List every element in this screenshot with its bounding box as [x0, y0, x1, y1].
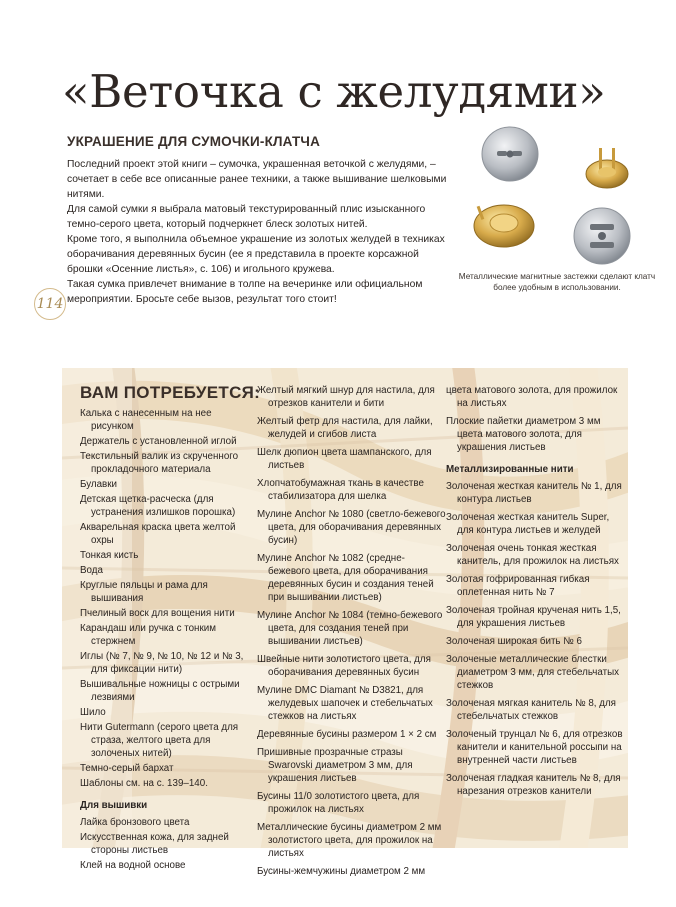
- list-item: Золоченая мягкая канитель № 8, для стебельчатых стежков: [446, 698, 616, 722]
- list-item: Мулине Anchor № 1084 (темно-бежевого цвета, для создания теней при вышивании листьев): [257, 610, 443, 647]
- list-item: Бусины-жемчужины диаметром 2 мм: [257, 866, 426, 877]
- list-item: Вышивальные ножницы с острыми лезвиями: [80, 679, 240, 703]
- list-item: Золоченая жесткая канитель № 1, для контура листьев: [446, 481, 622, 505]
- list-item: Шило: [80, 707, 106, 718]
- list-item: Вода: [80, 565, 103, 576]
- list-item: Акварельная краска цвета желтой охры: [80, 522, 236, 546]
- list-item: Нити Gutermann (серого цвета для страза, желтого цвета для золоченых нитей): [80, 722, 239, 759]
- list-item: Пришивные прозрачные стразы Swarovski диаметром 3 мм, для украшения листьев: [257, 747, 413, 784]
- list-item: Шелк дюпион цвета шампанского, для листьев: [257, 447, 432, 471]
- list-item: Клей на водной основе: [80, 860, 186, 871]
- list-item: Круглые пяльцы и рама для вышивания: [80, 580, 208, 604]
- list-item: Мулине Anchor № 1080 (светло-бежевого цвета, для оборачивания деревянных бусин): [257, 509, 446, 546]
- magnetic-clasps-photo: [452, 118, 662, 268]
- list-item: Золоченая очень тонкая жесткая канитель, для прожилок на листьях: [446, 543, 619, 567]
- list-item: Золоченая гладкая канитель № 8, для нарезания отрезков канители: [446, 773, 621, 797]
- page-number: 114: [34, 288, 66, 320]
- magnetic-clasps-illustration: [452, 118, 662, 268]
- list-item: Детская щетка-расческа (для устранения излишков порошка): [80, 494, 236, 518]
- list-item: Швейные нити золотистого цвета, для оборачивания деревянных бусин: [257, 654, 431, 678]
- metallic-threads-subheading: Металлизированные нити: [446, 464, 574, 475]
- list-item: цвета матового золота, для прожилок на листьях: [446, 385, 618, 409]
- list-item: Бусины 11/0 золотистого цвета, для прожилок на листьях: [257, 791, 420, 815]
- intro-paragraph: Для самой сумки я выбрала матовый текстурированный плис изысканного темно-серого цвета, который подчеркнет блеск золотых нитей.: [67, 204, 426, 230]
- list-item: Тонкая кисть: [80, 550, 139, 561]
- list-item: Текстильный валик из скрученного прокладочного материала: [80, 451, 239, 475]
- list-item: Золоченая широкая бить № 6: [446, 636, 582, 647]
- list-item: Деревянные бусины размером 1 × 2 см: [257, 729, 437, 740]
- photo-caption: Металлические магнитные застежки сделают клатч более удобным в использовании.: [458, 272, 656, 292]
- list-item: Иглы (№ 7, № 9, № 10, № 12 и № 3, для фиксации нити): [80, 651, 244, 675]
- list-item: Металлические бусины диаметром 2 мм золотистого цвета, для прожилок на листьях: [257, 822, 442, 859]
- intro-paragraph: Последний проект этой книги – сумочка, украшенная веточкой с желудями, – сочетает в себе все описанные ранее техники, а также вышивание шелковыми нитями.: [67, 159, 447, 200]
- list-item: Калька с нанесенным на нее рисунком: [80, 408, 212, 432]
- list-item: Карандаш или ручка с тонким стержнем: [80, 623, 216, 647]
- list-item: Золотая гофрированная гибкая оплетенная нить № 7: [446, 574, 590, 598]
- intro-text: [67, 157, 449, 307]
- list-item: Пчелиный воск для вощения нити: [80, 608, 235, 619]
- list-item: Золоченые металлические блестки диаметром 3 мм, для стебельчатых стежков: [446, 654, 620, 691]
- list-item: Золоченый трунцал № 6, для отрезков канители и канительной россыпи на внутренней части листьев: [446, 729, 623, 766]
- list-item: Булавки: [80, 479, 118, 490]
- list-item: Золоченая тройная крученая нить 1,5, для украшения листьев: [446, 605, 621, 629]
- list-item: Держатель с установленной иглой: [80, 436, 237, 447]
- intro-paragraph: Такая сумка привлечет внимание в толпе на вечеринке или официальном мероприятии. Бросьте себе вызов, результат того стоит!: [67, 279, 423, 305]
- list-item: Хлопчатобумажная ткань в качестве стабилизатора для шелка: [257, 478, 424, 502]
- page-title: «Веточка с желудями»: [62, 65, 606, 118]
- list-item: Искусственная кожа, для задней стороны листьев: [80, 832, 229, 856]
- requirements-column-3: [446, 384, 624, 803]
- list-item: Плоские пайетки диаметром 3 мм цвета матового золота, для украшения листьев: [446, 416, 601, 453]
- list-item: Мулине DMC Diamant № D3821, для желудевых шапочек и стебельчатых стежков на листьях: [257, 685, 433, 722]
- list-item: Золоченая жесткая канитель Super, для контура листьев и желудей: [446, 512, 610, 536]
- intro-paragraph: Кроме того, я выполнила объемное украшение из золотых желудей в техниках оборачивания деревянных бусин (ее я представила в проекте корсажной брошки «Осенние листья», с. 106) и игольного кружева.: [67, 234, 445, 275]
- list-item: Желтый фетр для настила, для лайки, желудей и сгибов листа: [257, 416, 433, 440]
- requirements-column-2: [257, 384, 447, 883]
- list-item: Темно-серый бархат: [80, 763, 174, 774]
- requirements-title: ВАМ ПОТРЕБУЕТСЯ:: [80, 383, 261, 402]
- list-item: Шаблоны см. на с. 139–140.: [80, 778, 208, 789]
- requirements-column-1: [80, 407, 256, 874]
- list-item: Желтый мягкий шнур для настила, для отрезков канители и бити: [257, 385, 435, 409]
- list-item: Мулине Anchor № 1082 (средне-бежевого цвета, для оборачивания деревянных бусин и создания теней при вышивании листьев): [257, 553, 434, 603]
- embroidery-subheading: Для вышивки: [80, 800, 148, 811]
- list-item: Лайка бронзового цвета: [80, 817, 190, 828]
- section-subtitle: УКРАШЕНИЕ ДЛЯ СУМОЧКИ-КЛАТЧА: [67, 134, 321, 149]
